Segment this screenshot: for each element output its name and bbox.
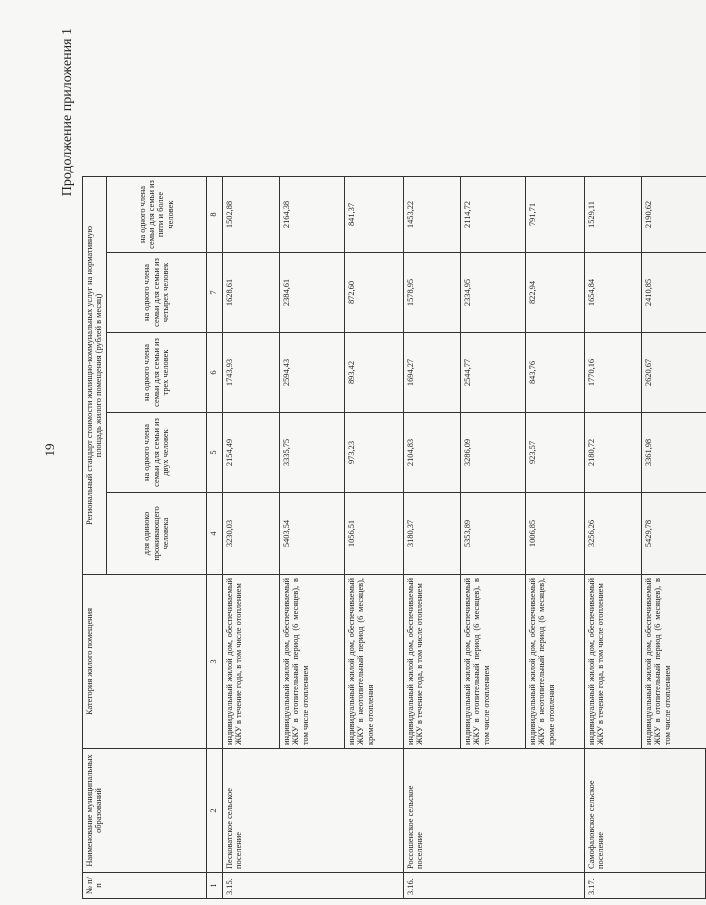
category-cell: индивидуальный жилой дом, обеспечиваемый ЖКУ в неотопительный период (6 месяцев), кроме отопления (525, 575, 584, 749)
row-number: 3.16. (403, 873, 584, 899)
value-cell: 2104,83 (403, 413, 460, 493)
col-number: 3 (206, 575, 222, 749)
value-cell: 2114,72 (460, 177, 525, 253)
row-number: 3.17. (584, 873, 706, 899)
table-row (222, 177, 279, 899)
value-cell: 3286,09 (460, 413, 525, 493)
header-no: № п/п (83, 873, 207, 899)
header-standard: Региональный стандарт стоимости жилищно-коммунальных услуг на нормативную площадь жилого помещения (рублей в месяц) (83, 177, 107, 575)
value-cell: 973,23 (344, 413, 403, 493)
header-sub-single: для одиноко проживающего человека (106, 493, 206, 575)
category-cell: индивидуальный жилой дом, обеспечиваемый ЖКУ в отопительный период (6 месяцев), в том числе отоплением (460, 575, 525, 749)
category-cell: индивидуальный жилой дом, обеспечиваемый ЖКУ в неотопительный период (6 месяцев), кроме отопления (344, 575, 403, 749)
appendix-title: Продолжение приложения 1 (60, 28, 75, 197)
municipality-name: Песковатское сельское поселение (222, 749, 403, 873)
value-cell: 5429,78 (641, 493, 706, 575)
value-cell: 893,42 (344, 333, 403, 413)
page-number: 19 (42, 443, 57, 457)
value-cell: 2190,62 (641, 177, 706, 253)
value-cell: 841,37 (344, 177, 403, 253)
value-cell: 822,94 (525, 253, 584, 333)
category-cell: индивидуальный жилой дом, обеспечиваемый ЖКУ в течение года, в том числе отоплением (403, 575, 460, 749)
value-cell: 2154,49 (222, 413, 279, 493)
table-row (403, 177, 460, 899)
value-cell: 2620,67 (641, 333, 706, 413)
category-cell: индивидуальный жилой дом, обеспечиваемый ЖКУ в отопительный период (6 месяцев), в том числе отоплением (641, 575, 706, 749)
value-cell: 2410,85 (641, 253, 706, 333)
header-sub-four: на одного члена семьи для семьи из четырех человек (106, 253, 206, 333)
standard-cost-table (82, 176, 706, 899)
row-number: 3.15. (222, 873, 403, 899)
value-cell: 1502,88 (222, 177, 279, 253)
col-number: 6 (206, 333, 222, 413)
municipality-name: Самофаловское сельское поселение (584, 749, 706, 873)
header-sub-three: на одного члена семьи для семьи из трех человек (106, 333, 206, 413)
col-number: 2 (206, 749, 222, 873)
value-cell: 2594,43 (279, 333, 344, 413)
value-cell: 872,60 (344, 253, 403, 333)
value-cell: 1578,95 (403, 253, 460, 333)
header-sub-two: на одного члена семьи для семьи из двух человек (106, 413, 206, 493)
value-cell: 1056,51 (344, 493, 403, 575)
value-cell: 2384,61 (279, 253, 344, 333)
value-cell: 3256,26 (584, 493, 641, 575)
value-cell: 2180,72 (584, 413, 641, 493)
value-cell: 1694,27 (403, 333, 460, 413)
category-cell: индивидуальный жилой дом, обеспечиваемый ЖКУ в течение года, в том числе отоплением (222, 575, 279, 749)
column-numbers-row (206, 177, 222, 899)
value-cell: 3335,75 (279, 413, 344, 493)
value-cell: 1453,22 (403, 177, 460, 253)
value-cell: 1770,16 (584, 333, 641, 413)
value-cell: 2164,38 (279, 177, 344, 253)
col-number: 1 (206, 873, 222, 899)
value-cell: 843,76 (525, 333, 584, 413)
municipality-name: Россошенское сельское поселение (403, 749, 584, 873)
header-sub-five: на одного члена семьи для семьи из пяти и более человек (106, 177, 206, 253)
value-cell: 2334,95 (460, 253, 525, 333)
col-number: 5 (206, 413, 222, 493)
value-cell: 1654,84 (584, 253, 641, 333)
value-cell: 1743,93 (222, 333, 279, 413)
value-cell: 3230,03 (222, 493, 279, 575)
category-cell: индивидуальный жилой дом, обеспечиваемый ЖКУ в отопительный период (6 месяцев), в том числе отоплением (279, 575, 344, 749)
value-cell: 791,71 (525, 177, 584, 253)
table-row (584, 177, 641, 899)
col-number: 4 (206, 493, 222, 575)
value-cell: 923,57 (525, 413, 584, 493)
value-cell: 1529,11 (584, 177, 641, 253)
value-cell: 5353,89 (460, 493, 525, 575)
header-name: Наименование муниципальных образований (83, 749, 207, 873)
header-row-top (83, 177, 107, 899)
value-cell: 3361,98 (641, 413, 706, 493)
value-cell: 5403,54 (279, 493, 344, 575)
value-cell: 1006,85 (525, 493, 584, 575)
value-cell: 3180,37 (403, 493, 460, 575)
category-cell: индивидуальный жилой дом, обеспечиваемый ЖКУ в течение года, в том числе отоплением (584, 575, 641, 749)
col-number: 8 (206, 177, 222, 253)
value-cell: 1628,61 (222, 253, 279, 333)
value-cell: 2544,77 (460, 333, 525, 413)
col-number: 7 (206, 253, 222, 333)
header-category: Категория жилого помещения (83, 575, 207, 749)
